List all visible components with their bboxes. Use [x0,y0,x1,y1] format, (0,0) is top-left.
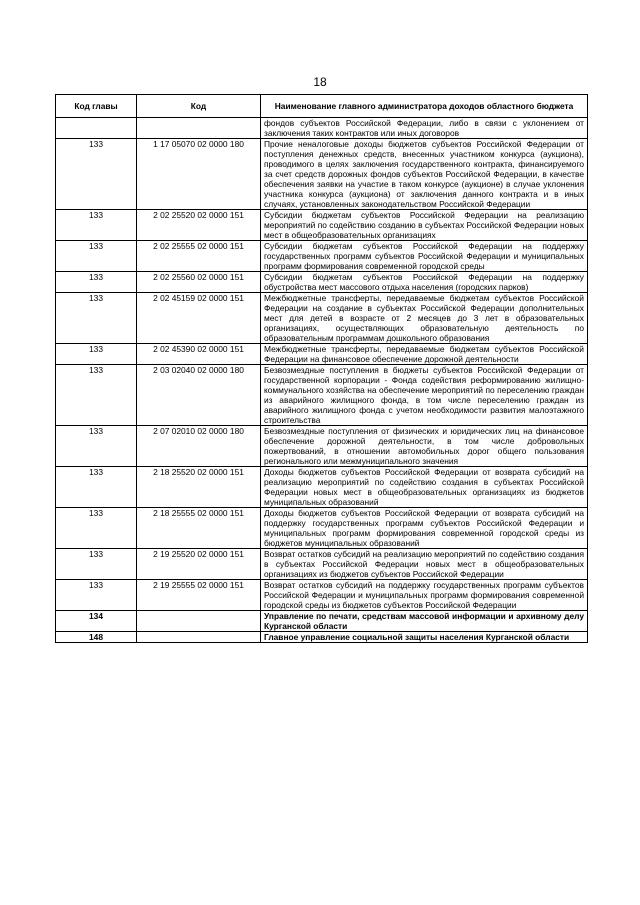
header-administrator-name: Наименование главного администратора доходов областного бюджета [261,95,588,118]
row-code: 2 02 25560 02 0000 151 [137,272,261,293]
table-row [56,426,588,467]
row-code: 2 03 02040 02 0000 180 [137,365,261,426]
table-row [56,241,588,272]
row-chapter-code: 133 [56,241,137,272]
row-code: 2 18 25555 02 0000 151 [137,508,261,549]
table-header-row [56,95,588,118]
row-chapter-code: 133 [56,210,137,241]
row-chapter-code: 148 [56,632,137,643]
header-code: Код [137,95,261,118]
table-row [56,293,588,344]
row-chapter-code: 133 [56,344,137,365]
table-row [56,118,588,139]
row-code: 2 19 25555 02 0000 151 [137,580,261,611]
row-chapter-code: 133 [56,139,137,210]
row-administrator-name: Субсидии бюджетам субъектов Российской Федерации на поддержку государственных программ субъектов Российской Федерации и муниципальных программ формирования современной городской среды [261,241,588,272]
row-chapter-code: 133 [56,549,137,580]
row-chapter-code: 133 [56,272,137,293]
row-code [137,632,261,643]
table-row [56,611,588,632]
row-chapter-code: 133 [56,508,137,549]
row-administrator-name: фондов субъектов Российской Федерации, либо в связи с уклонением от заключения таких контрактов или иных договоров [261,118,588,139]
row-administrator-name: Главное управление социальной защиты населения Курганской области [261,632,588,643]
row-administrator-name: Субсидии бюджетам субъектов Российской Федерации на реализацию мероприятий по содействию созданию в субъектах Российской Федерации новых мест в общеобразовательных организациях [261,210,588,241]
table-row [56,272,588,293]
header-chapter-code: Код главы [56,95,137,118]
table-body [56,118,588,643]
row-chapter-code: 134 [56,611,137,632]
row-chapter-code: 133 [56,580,137,611]
row-administrator-name: Межбюджетные трансферты, передаваемые бюджетам субъектов Российской Федерации на финансовое обеспечение дорожной деятельности [261,344,588,365]
row-chapter-code [56,118,137,139]
row-administrator-name: Субсидии бюджетам субъектов Российской Федерации на поддержку обустройства мест массового отдыха населения (городских парков) [261,272,588,293]
row-administrator-name: Доходы бюджетов субъектов Российской Федерации от возврата субсидий на реализацию мероприятий по содействию создания в субъектах Российской Федерации новых мест в общеобразовательных организациях из бюджетов муниципальных образований [261,467,588,508]
row-code: 2 02 25520 02 0000 151 [137,210,261,241]
table-row [56,549,588,580]
row-administrator-name: Доходы бюджетов субъектов Российской Федерации от возврата субсидий на поддержку государственных программ субъектов Российской Федерации и муниципальных программ формирования современной городской среды из бюджетов муниципальных образований [261,508,588,549]
row-administrator-name: Возврат остатков субсидий на поддержку государственных программ субъектов Российской Федерации и муниципальных программ формирования современной городской среды из бюджетов субъектов Российской Федерации [261,580,588,611]
row-chapter-code: 133 [56,467,137,508]
row-administrator-name: Возврат остатков субсидий на реализацию мероприятий по содействию создания в субъектах Российской Федерации новых мест в общеобразовательных организациях из бюджетов субъектов Российской Федерации [261,549,588,580]
table-row [56,580,588,611]
row-chapter-code: 133 [56,426,137,467]
table-row [56,365,588,426]
table-row [56,632,588,643]
row-chapter-code: 133 [56,365,137,426]
row-administrator-name: Прочие неналоговые доходы бюджетов субъектов Российской Федерации от поступления денежных средств, внесенных участником конкурса (аукциона), проводимого в целях заключения государственного контракта, финансируемого за счет средств дорожных фондов субъектов Российской Федерации, в качестве обеспечения заявки на участие в таком конкурсе (аукционе) в случае уклонения участника конкурса (аукциона) от заключения данного контракта и в иных случаях, установленных законодательством Российской Федерации [261,139,588,210]
row-code: 1 17 05070 02 0000 180 [137,139,261,210]
row-code: 2 02 45390 02 0000 151 [137,344,261,365]
row-administrator-name: Безвозмездные поступления от физических и юридических лиц на финансовое обеспечение дорожной деятельности, в том числе добровольных пожертвований, в отношении автомобильных дорог общего пользования регионального или межмуниципального значения [261,426,588,467]
table-row [56,344,588,365]
row-administrator-name: Управление по печати, средствам массовой информации и архивному делу Курганской области [261,611,588,632]
row-chapter-code: 133 [56,293,137,344]
row-code: 2 19 25520 02 0000 151 [137,549,261,580]
row-code: 2 07 02010 02 0000 180 [137,426,261,467]
row-administrator-name: Межбюджетные трансферты, передаваемые бюджетам субъектов Российской Федерации на создание в субъектах Российской Федерации дополнительных мест для детей в возрасте от 2 месяцев до 3 лет в образовательных организациях, осуществляющих образовательную деятельность по образовательным программам дошкольного образования [261,293,588,344]
row-administrator-name: Безвозмездные поступления в бюджеты субъектов Российской Федерации от государственной корпорации - Фонда содействия реформированию жилищно-коммунального хозяйства на обеспечение мероприятий по переселению граждан из аварийного жилищного фонда, в том числе переселению граждан из аварийного жилищного фонда с учетом необходимости развития малоэтажного строительства [261,365,588,426]
page-number: 18 [313,75,327,89]
row-code [137,611,261,632]
row-code: 2 18 25520 02 0000 151 [137,467,261,508]
row-code: 2 02 45159 02 0000 151 [137,293,261,344]
table-row [56,139,588,210]
revenue-administrators-table [55,94,588,643]
table-row [56,508,588,549]
row-code [137,118,261,139]
table-row [56,210,588,241]
row-code: 2 02 25555 02 0000 151 [137,241,261,272]
table-row [56,467,588,508]
